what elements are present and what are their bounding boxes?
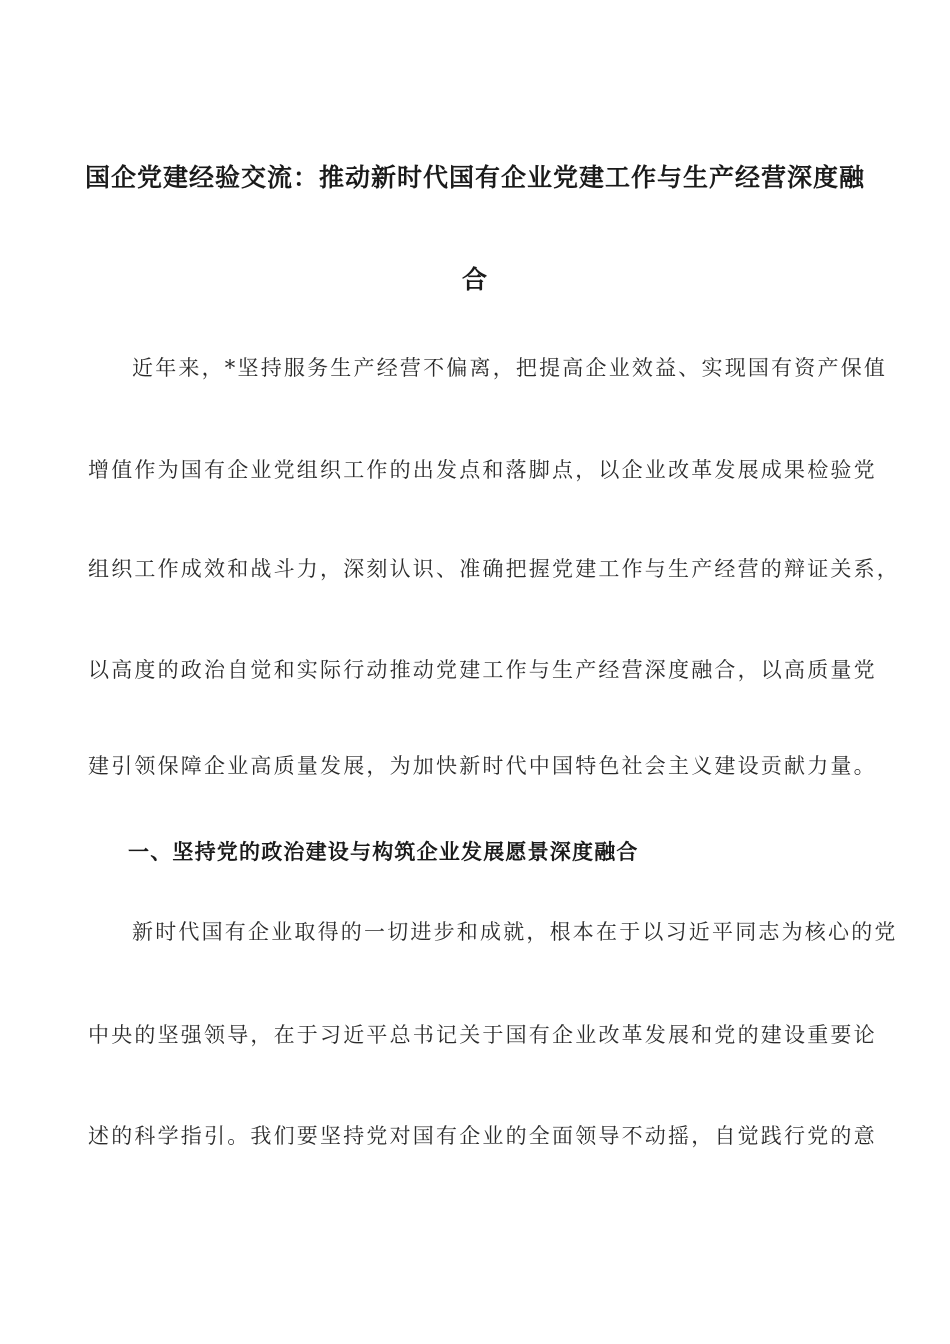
section-1-heading: 一、坚持党的政治建设与构筑企业发展愿景深度融合 bbox=[128, 840, 639, 864]
document-title-line-1: 国企党建经验交流：推动新时代国有企业党建工作与生产经营深度融 bbox=[84, 163, 865, 192]
paragraph-2-line-3: 述的科学指引。我们要坚持党对国有企业的全面领导不动摇，自觉践行党的意 bbox=[88, 1124, 877, 1148]
paragraph-1-line-3: 组织工作成效和战斗力，深刻认识、准确把握党建工作与生产经营的辩证关系， bbox=[88, 557, 900, 581]
document-title-line-2: 合 bbox=[461, 265, 488, 294]
paragraph-1-line-4: 以高度的政治自觉和实际行动推动党建工作与生产经营深度融合，以高质量党 bbox=[88, 658, 877, 682]
paragraph-2-line-1: 新时代国有企业取得的一切进步和成就，根本在于以习近平同志为核心的党 bbox=[132, 920, 898, 944]
paragraph-1-line-2: 增值作为国有企业党组织工作的出发点和落脚点，以企业改革发展成果检验党 bbox=[88, 458, 877, 482]
paragraph-2-line-2: 中央的坚强领导，在于习近平总书记关于国有企业改革发展和党的建设重要论 bbox=[88, 1023, 877, 1047]
paragraph-1-line-5: 建引领保障企业高质量发展，为加快新时代中国特色社会主义建设贡献力量。 bbox=[88, 754, 877, 778]
paragraph-1-line-1: 近年来，*坚持服务生产经营不偏离，把提高企业效益、实现国有资产保值 bbox=[132, 356, 888, 380]
